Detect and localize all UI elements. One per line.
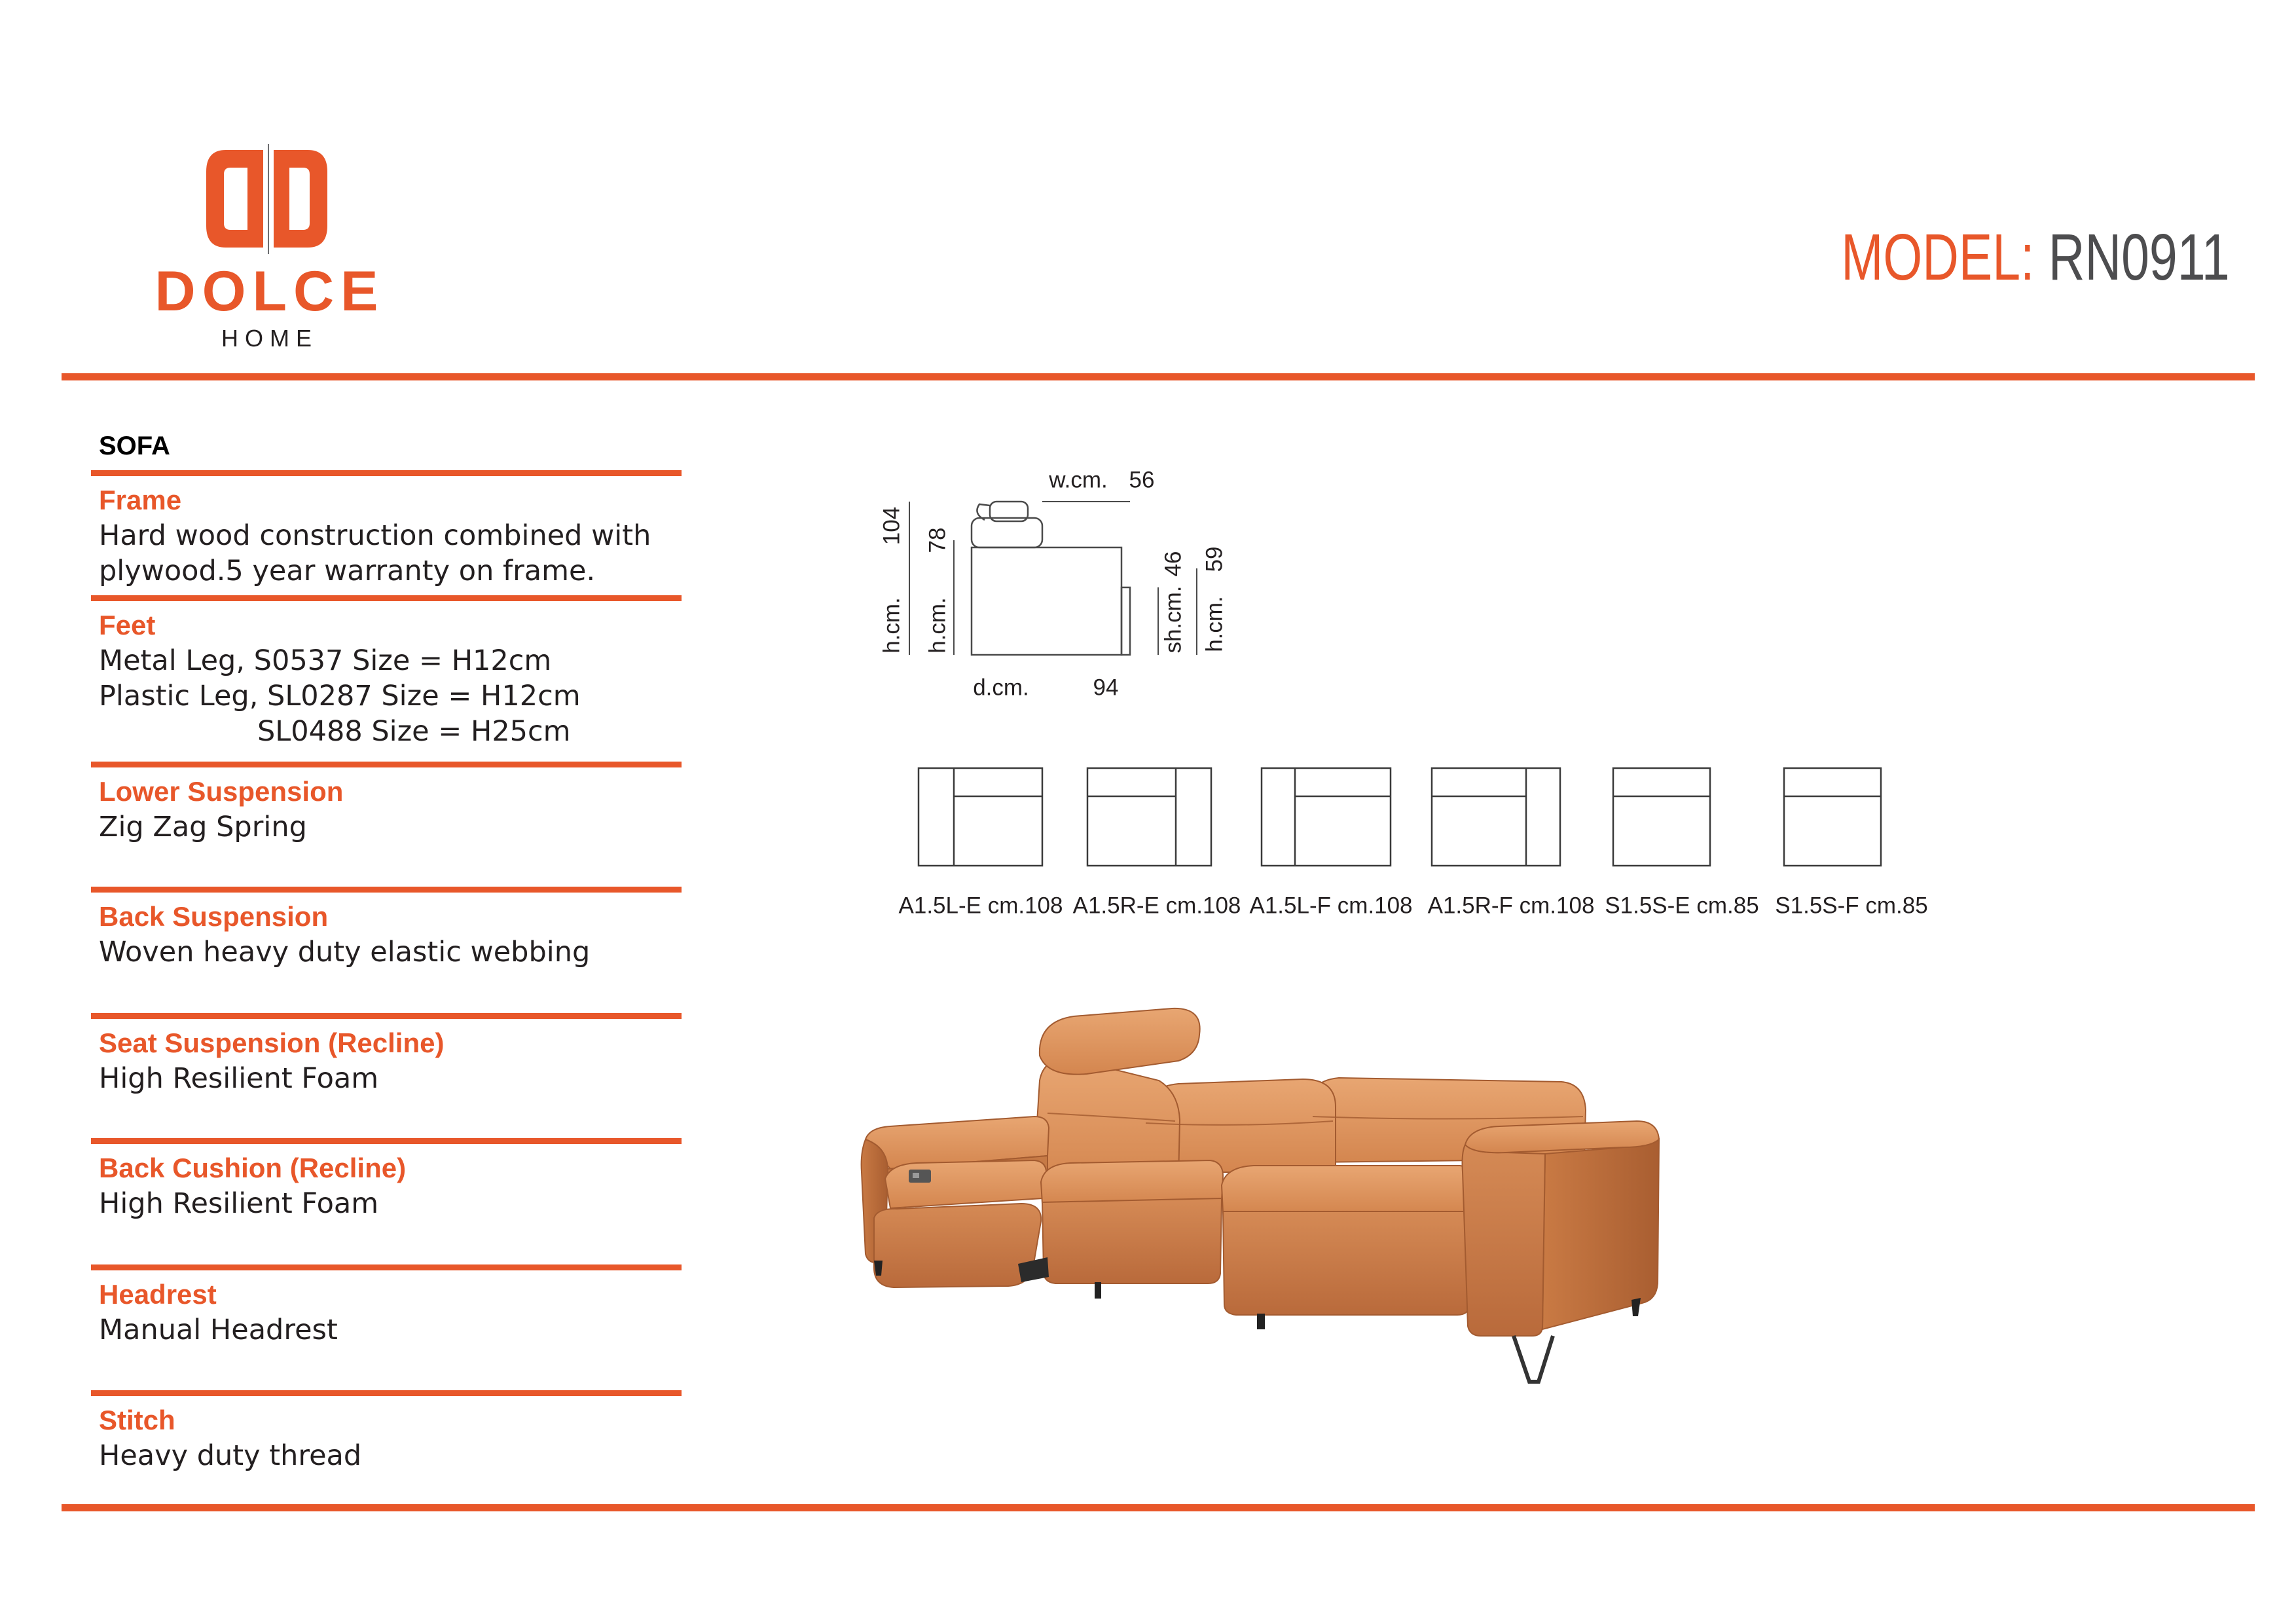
module-s15s-e-plan <box>1613 768 1710 866</box>
raised-headrest <box>1040 1008 1200 1075</box>
back-height-label: h.cm. <box>924 597 951 654</box>
right-seat-top <box>1222 1166 1473 1213</box>
spec-title: Back Cushion (Recline) <box>99 1153 407 1183</box>
extended-footrest <box>874 1204 1041 1287</box>
spec-title: Frame <box>99 485 182 515</box>
brand-name: DOLCE <box>155 260 385 323</box>
spec-detail: Plastic Leg, SL0287 Size = H12cm <box>99 680 581 712</box>
arm-height-label: h.cm. <box>1201 596 1228 652</box>
seat-height-value: 46 <box>1160 551 1186 577</box>
spec-headrest <box>91 1264 682 1348</box>
spec-detail: High Resilient Foam <box>99 1187 379 1220</box>
seat-height-label: sh.cm. <box>1160 585 1186 654</box>
spec-detail: Manual Headrest <box>99 1314 338 1346</box>
module-label: A1.5R-E cm.108 <box>1072 893 1241 919</box>
spec-detail: Metal Leg, S0537 Size = H12cm <box>99 644 552 677</box>
spec-title: Seat Suspension (Recline) <box>99 1027 445 1058</box>
spec-stitch <box>91 1390 682 1473</box>
spec-seat-suspension <box>91 1013 682 1096</box>
sofa-leg <box>1095 1282 1101 1299</box>
sofa-leg <box>1631 1298 1641 1316</box>
spec-detail: Heavy duty thread <box>99 1439 362 1472</box>
module-plan-diagrams <box>884 760 1944 930</box>
diagram-arm-edge <box>1121 587 1130 655</box>
spec-back-suspension <box>91 887 682 970</box>
depth-label: d.cm. <box>973 674 1029 701</box>
diagram-backrest <box>972 518 1042 547</box>
model-number: RN0911 <box>2049 221 2230 294</box>
right-arm-outer <box>1542 1139 1659 1329</box>
spec-title: Lower Suspension <box>99 776 344 807</box>
depth-value: 94 <box>1093 674 1119 701</box>
spec-detail: SL0488 Size = H25cm <box>257 715 571 748</box>
spec-detail: plywood.5 year warranty on frame. <box>99 555 596 587</box>
spec-detail: High Resilient Foam <box>99 1062 379 1095</box>
side-dimension-diagram <box>871 458 1237 707</box>
module-label: A1.5L-E cm.108 <box>898 893 1063 919</box>
back-height-value: 78 <box>924 527 951 553</box>
dd-monogram-icon <box>196 141 340 259</box>
model-heading <box>1842 221 2230 293</box>
right-arm-front <box>1463 1145 1546 1336</box>
usb-control-panel <box>909 1170 931 1183</box>
footer-divider <box>62 1504 2255 1511</box>
spec-back-cushion <box>91 1138 682 1221</box>
spec-title: Back Suspension <box>99 901 329 932</box>
spec-title: Feet <box>99 610 156 640</box>
sofa-photo <box>851 995 1676 1401</box>
middle-seat-top <box>1041 1160 1223 1204</box>
product-category: SOFA <box>99 432 170 460</box>
spec-detail: Hard wood construction combined with <box>99 519 651 552</box>
metal-v-leg <box>1514 1336 1553 1382</box>
total-height-value: 104 <box>879 506 905 545</box>
total-height-label: h.cm. <box>879 597 905 654</box>
module-a15l-f-plan <box>1262 768 1391 866</box>
module-label: S1.5S-F cm.85 <box>1775 893 1928 919</box>
module-a15r-f-plan <box>1432 768 1560 866</box>
spec-lower-suspension <box>91 762 682 845</box>
spec-frame <box>91 470 682 589</box>
right-seat-front <box>1223 1211 1472 1315</box>
header-divider <box>62 373 2255 380</box>
module-a15r-e-plan <box>1087 768 1211 866</box>
module-s15s-f-plan <box>1784 768 1881 866</box>
width-label: w.cm. <box>1049 467 1108 493</box>
spec-title: Stitch <box>99 1405 175 1435</box>
middle-seat-front <box>1042 1198 1222 1283</box>
spec-feet <box>91 595 682 749</box>
brand-sub: HOME <box>221 325 318 352</box>
left-seat-cushion <box>885 1160 1046 1208</box>
spec-title: Headrest <box>99 1279 217 1310</box>
module-a15l-e-plan <box>919 768 1042 866</box>
module-label: S1.5S-E cm.85 <box>1605 893 1759 919</box>
module-label: A1.5L-F cm.108 <box>1249 893 1413 919</box>
diagram-body <box>972 547 1121 655</box>
spec-detail: Woven heavy duty elastic webbing <box>99 936 591 969</box>
arm-height-value: 59 <box>1201 546 1228 572</box>
spec-detail: Zig Zag Spring <box>99 811 307 843</box>
module-label: A1.5R-F cm.108 <box>1427 893 1595 919</box>
width-value: 56 <box>1129 467 1155 493</box>
model-label: MODEL: <box>1841 221 2035 294</box>
sofa-leg <box>1257 1314 1265 1329</box>
